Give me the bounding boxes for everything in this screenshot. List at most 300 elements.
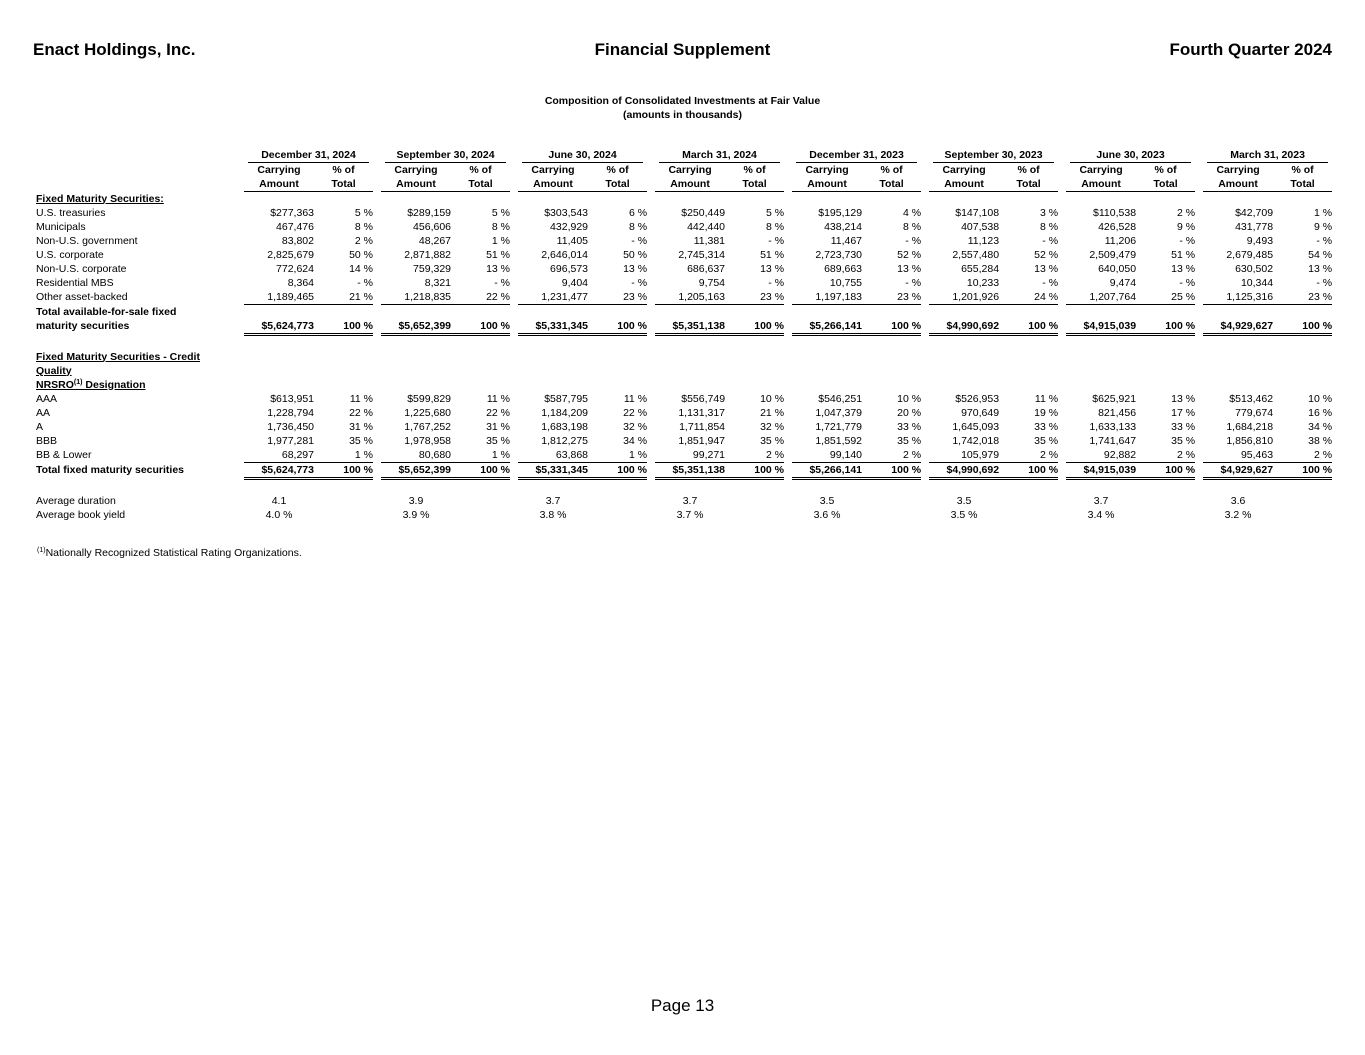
column-gap — [373, 406, 381, 420]
percent-of-total-cell: 100 % — [1136, 319, 1195, 335]
page-number: Page 13 — [650, 996, 715, 1015]
amount-column-header: Carrying — [394, 163, 438, 176]
percent-of-total-cell: 100 % — [588, 319, 647, 335]
carrying-amount-cell: 48,267 — [418, 234, 452, 247]
percent-of-total-cell: 17 % — [1171, 406, 1196, 419]
column-gap — [784, 392, 792, 406]
column-gap — [784, 248, 792, 262]
stats-row — [36, 508, 1332, 522]
stat-blank-cell — [588, 494, 647, 508]
document-title: Financial Supplement — [594, 40, 771, 59]
period-label: September 30, 2023 — [933, 149, 1054, 163]
column-gap — [1195, 262, 1203, 276]
carrying-amount-cell: 9,754 — [698, 276, 726, 289]
stats-row — [36, 494, 1332, 508]
column-gap — [1058, 434, 1066, 448]
carrying-amount-cell: 821,456 — [1098, 406, 1137, 419]
column-gap — [784, 206, 792, 220]
carrying-amount-cell: $5,331,345 — [518, 319, 588, 335]
column-gap — [647, 448, 655, 463]
percent-of-total-cell: - % — [631, 276, 648, 289]
carrying-amount-cell: $5,266,141 — [792, 463, 862, 479]
period-label: December 31, 2023 — [796, 149, 917, 163]
carrying-amount-cell: $556,749 — [681, 392, 726, 405]
column-gap — [1195, 163, 1203, 177]
carrying-amount-cell: $5,331,345 — [518, 463, 588, 479]
carrying-amount-cell: 11,123 — [967, 234, 1000, 247]
percent-of-total-cell: 2 % — [1136, 448, 1195, 463]
column-gap — [1195, 448, 1203, 463]
column-gap — [647, 508, 655, 522]
stat-value-cell: 3.5 % — [950, 508, 978, 521]
percent-of-total-cell: 11 % — [1034, 392, 1059, 405]
carrying-amount-cell: 95,463 — [1203, 448, 1273, 463]
column-gap — [921, 434, 929, 448]
stat-blank-cell — [1273, 508, 1332, 522]
percent-of-total-cell: 16 % — [1308, 406, 1333, 419]
stat-value-cell: 4.0 % — [265, 508, 293, 521]
column-gap — [921, 448, 929, 463]
stat-blank-cell — [725, 508, 784, 522]
carrying-amount-cell: 2,745,314 — [678, 248, 726, 261]
column-gap — [647, 463, 655, 479]
percent-of-total-cell: 13 % — [623, 262, 648, 275]
percent-of-total-cell: 3 % — [1039, 206, 1059, 219]
period-header — [929, 149, 1058, 163]
percent-of-total-cell: 38 % — [1308, 434, 1333, 447]
carrying-amount-cell: 1,207,764 — [1066, 290, 1136, 305]
column-gap — [373, 494, 381, 508]
row-label: BB & Lower — [36, 448, 92, 461]
column-gap — [510, 392, 518, 406]
column-gap — [1058, 406, 1066, 420]
percent-of-total-cell: 21 % — [314, 290, 373, 305]
column-gap — [784, 177, 792, 192]
designation-suffix: Designation — [82, 378, 146, 391]
carrying-amount-cell: 1,856,810 — [1226, 434, 1274, 447]
percent-column-header: Total — [588, 177, 647, 192]
carrying-amount-cell: 2,825,679 — [267, 248, 314, 261]
column-gap — [784, 448, 792, 463]
percent-of-total-cell: 9 % — [1313, 220, 1333, 233]
column-gap — [921, 463, 929, 479]
column-gap — [1058, 420, 1066, 434]
percent-of-total-cell: 24 % — [999, 290, 1058, 305]
percent-of-total-cell: 25 % — [1136, 290, 1195, 305]
amount-column-header: Amount — [1203, 177, 1273, 192]
percent-of-total-cell: 8 % — [1039, 220, 1059, 233]
column-gap — [784, 420, 792, 434]
column-gap — [373, 319, 381, 335]
carrying-amount-cell: 1,711,854 — [679, 420, 726, 433]
percent-of-total-cell: 1 % — [588, 448, 647, 463]
column-gap — [1195, 220, 1203, 234]
percent-of-total-cell: 11 % — [623, 392, 648, 405]
table-row — [36, 248, 1332, 262]
percent-of-total-cell: 2 % — [862, 448, 921, 463]
percent-of-total-cell: 22 % — [623, 406, 648, 419]
column-gap — [373, 220, 381, 234]
column-gap — [784, 149, 792, 163]
percent-of-total-cell: 13 % — [760, 262, 785, 275]
column-gap — [921, 392, 929, 406]
column-gap — [921, 276, 929, 290]
section2-heading-line2-text: Quality — [36, 364, 72, 377]
percent-column-header: Total — [999, 177, 1058, 192]
percent-of-total-cell: 31 % — [349, 420, 374, 433]
stat-value-cell: 3.9 % — [402, 508, 430, 521]
percent-of-total-cell: 13 % — [897, 262, 922, 275]
carrying-amount-cell: $613,951 — [270, 392, 314, 405]
percent-of-total-cell: 100 % — [314, 319, 373, 335]
stat-value-cell: 3.6 % — [813, 508, 841, 521]
percent-of-total-cell: 23 % — [588, 290, 647, 305]
table-row — [36, 262, 1332, 276]
column-gap — [647, 434, 655, 448]
column-gap — [1058, 290, 1066, 305]
percent-column-header: % of — [880, 163, 903, 176]
column-gap — [1195, 206, 1203, 220]
column-gap — [921, 494, 929, 508]
carrying-amount-cell: 1,851,947 — [678, 434, 726, 447]
carrying-amount-cell: 9,493 — [1246, 234, 1274, 247]
carrying-amount-cell: 1,633,133 — [1089, 420, 1137, 433]
carrying-amount-cell: 9,474 — [1109, 276, 1137, 289]
amount-column-header: Amount — [792, 177, 862, 192]
column-gap — [647, 494, 655, 508]
period-header — [655, 149, 784, 163]
percent-column-header: % of — [469, 163, 492, 176]
carrying-amount-cell: $4,990,692 — [929, 319, 999, 335]
percent-of-total-cell: 1 % — [451, 448, 510, 463]
percent-column-header: Total — [451, 177, 510, 192]
percent-of-total-cell: 34 % — [623, 434, 648, 447]
carrying-amount-cell: $513,462 — [1229, 392, 1274, 405]
table-row — [36, 448, 1332, 463]
percent-of-total-cell: 100 % — [451, 463, 510, 479]
amount-column-header: Carrying — [942, 163, 986, 176]
period-header — [381, 149, 510, 163]
row-label: A — [36, 420, 44, 433]
column-gap — [1058, 234, 1066, 248]
row-label: Non-U.S. corporate — [36, 262, 127, 275]
column-gap — [784, 494, 792, 508]
column-gap — [921, 420, 929, 434]
table-row — [36, 406, 1332, 420]
carrying-amount-cell: 1,231,477 — [518, 290, 588, 305]
carrying-amount-cell: $5,266,141 — [792, 319, 862, 335]
percent-of-total-cell: 100 % — [1136, 463, 1195, 479]
carrying-amount-cell: 456,606 — [413, 220, 452, 233]
carrying-amount-cell: 1,741,647 — [1089, 434, 1137, 447]
carrying-amount-cell: $4,915,039 — [1066, 319, 1136, 335]
column-gap — [784, 262, 792, 276]
table-row — [36, 290, 1332, 305]
percent-of-total-cell: 32 % — [760, 420, 785, 433]
carrying-amount-cell: 11,381 — [693, 234, 726, 247]
carrying-amount-cell: 1,125,316 — [1203, 290, 1273, 305]
amount-column-header: Amount — [655, 177, 725, 192]
column-gap — [647, 248, 655, 262]
column-gap — [1058, 262, 1066, 276]
column-gap — [1058, 163, 1066, 177]
carrying-amount-cell: 1,047,379 — [815, 406, 863, 419]
stat-blank-cell — [862, 508, 921, 522]
carrying-amount-cell: 1,812,275 — [541, 434, 589, 447]
column-gap — [510, 220, 518, 234]
column-gap — [373, 420, 381, 434]
footnote-text: Nationally Recognized Statistical Rating Organizations. — [45, 547, 302, 559]
stat-value-cell: 3.7 — [545, 494, 561, 507]
amount-column-header: Carrying — [257, 163, 301, 176]
column-gap — [647, 392, 655, 406]
carrying-amount-cell: 2,646,014 — [541, 248, 589, 261]
carrying-amount-cell: 689,663 — [824, 262, 863, 275]
column-gap — [1195, 420, 1203, 434]
column-gap — [647, 206, 655, 220]
period-label: September 30, 2024 — [385, 149, 506, 163]
stat-value-cell: 3.2 % — [1224, 508, 1252, 521]
percent-of-total-cell: 35 % — [760, 434, 785, 447]
stat-blank-cell — [999, 494, 1058, 508]
header-label-blank — [36, 177, 244, 192]
percent-of-total-cell: 22 % — [349, 406, 374, 419]
percent-of-total-cell: 50 % — [623, 248, 648, 261]
section2-heading-line1-text: Fixed Maturity Securities - Credit — [36, 350, 200, 363]
carrying-amount-cell: $5,351,138 — [655, 319, 725, 335]
stat-blank-cell — [1273, 494, 1332, 508]
column-gap — [647, 262, 655, 276]
carrying-amount-cell: $4,929,627 — [1203, 463, 1273, 479]
column-gap — [373, 434, 381, 448]
carrying-amount-cell: $4,990,692 — [929, 463, 999, 479]
percent-of-total-cell: 100 % — [588, 463, 647, 479]
column-gap — [647, 276, 655, 290]
column-gap — [921, 262, 929, 276]
percent-of-total-cell: 100 % — [862, 463, 921, 479]
column-gap — [1195, 494, 1203, 508]
column-gap — [1058, 448, 1066, 463]
percent-of-total-cell: 1 % — [314, 448, 373, 463]
percent-of-total-cell: - % — [768, 234, 785, 247]
percent-column-header: Total — [1136, 177, 1195, 192]
table-row — [36, 206, 1332, 220]
stat-blank-cell — [314, 508, 373, 522]
column-gap — [1058, 248, 1066, 262]
column-gap — [373, 163, 381, 177]
column-gap — [1058, 463, 1066, 479]
period-label: December 31, 2024 — [248, 149, 369, 163]
column-gap — [1195, 508, 1203, 522]
percent-of-total-cell: 21 % — [760, 406, 785, 419]
carrying-amount-cell: 1,736,450 — [267, 420, 314, 433]
column-gap — [921, 290, 929, 305]
column-gap — [1058, 177, 1066, 192]
percent-of-total-cell: 34 % — [1308, 420, 1333, 433]
carrying-amount-cell: $250,449 — [681, 206, 726, 219]
column-gap — [1195, 276, 1203, 290]
carrying-amount-cell: 1,978,958 — [404, 434, 452, 447]
carrying-amount-cell: 2,871,882 — [404, 248, 452, 261]
percent-of-total-cell: 35 % — [1034, 434, 1059, 447]
carrying-amount-cell: 432,929 — [550, 220, 589, 233]
carrying-amount-cell: 1,684,218 — [1226, 420, 1274, 433]
column-gap — [1195, 463, 1203, 479]
percent-column-header: % of — [743, 163, 766, 176]
column-gap — [373, 290, 381, 305]
row-label: Total fixed maturity securities — [36, 464, 185, 476]
carrying-amount-cell: 1,201,926 — [929, 290, 999, 305]
carrying-amount-cell: 11,467 — [830, 234, 863, 247]
carrying-amount-cell: 11,405 — [556, 234, 589, 247]
carrying-amount-cell: 431,778 — [1235, 220, 1274, 233]
percent-of-total-cell: 5 % — [765, 206, 785, 219]
percent-of-total-cell: 35 % — [897, 434, 922, 447]
company-name: Enact Holdings, Inc. — [33, 40, 196, 59]
row-label: U.S. treasuries — [36, 206, 106, 219]
percent-of-total-cell: - % — [1316, 234, 1333, 247]
column-gap — [1058, 508, 1066, 522]
column-gap — [921, 177, 929, 192]
column-gap — [510, 434, 518, 448]
column-gap — [784, 508, 792, 522]
column-gap — [1195, 177, 1203, 192]
carrying-amount-cell: 442,440 — [687, 220, 726, 233]
stat-blank-cell — [314, 494, 373, 508]
carrying-amount-cell: $5,351,138 — [655, 463, 725, 479]
percent-of-total-cell: - % — [357, 276, 374, 289]
percent-of-total-cell: 19 % — [1034, 406, 1059, 419]
carrying-amount-cell: 9,404 — [561, 276, 589, 289]
carrying-amount-cell: $110,538 — [1093, 206, 1137, 219]
amount-column-header: Amount — [1066, 177, 1136, 192]
report-title: Composition of Consolidated Investments at Fair Value — [544, 95, 821, 107]
stat-value-cell: 3.7 — [1093, 494, 1109, 507]
percent-of-total-cell: 100 % — [999, 319, 1058, 335]
carrying-amount-cell: $303,543 — [544, 206, 589, 219]
carrying-amount-cell: 105,979 — [929, 448, 999, 463]
percent-of-total-cell: 14 % — [349, 262, 374, 275]
carrying-amount-cell: 970,649 — [961, 406, 1000, 419]
carrying-amount-cell: 1,205,163 — [655, 290, 725, 305]
percent-of-total-cell: 20 % — [897, 406, 922, 419]
carrying-amount-cell: 467,476 — [276, 220, 314, 233]
section1-heading-text: Fixed Maturity Securities: — [36, 192, 164, 205]
period-header — [518, 149, 647, 163]
carrying-amount-cell: 1,645,093 — [952, 420, 1000, 433]
table-row — [36, 392, 1332, 406]
carrying-amount-cell: 1,218,835 — [381, 290, 451, 305]
stat-blank-cell — [451, 508, 510, 522]
column-gap — [647, 319, 655, 335]
column-gap — [510, 319, 518, 335]
designation-heading — [36, 378, 1332, 392]
carrying-amount-cell: $277,363 — [270, 206, 314, 219]
section1-total-row — [36, 319, 1332, 335]
column-gap — [510, 262, 518, 276]
amount-column-header: Carrying — [531, 163, 575, 176]
percent-of-total-cell: 10 % — [1308, 392, 1333, 405]
column-gap — [373, 262, 381, 276]
column-gap — [510, 163, 518, 177]
carrying-amount-cell: 640,050 — [1098, 262, 1137, 275]
column-gap — [510, 420, 518, 434]
percent-of-total-cell: 5 % — [491, 206, 511, 219]
stat-value-cell: 3.7 % — [676, 508, 704, 521]
column-gap — [1195, 290, 1203, 305]
percent-of-total-cell: 33 % — [1171, 420, 1196, 433]
period-header — [244, 149, 373, 163]
column-gap — [1058, 392, 1066, 406]
column-gap — [1195, 406, 1203, 420]
stat-value-cell: 3.8 % — [539, 508, 567, 521]
column-gap — [784, 290, 792, 305]
percent-of-total-cell: 13 % — [486, 262, 511, 275]
column-gap — [1195, 434, 1203, 448]
column-gap — [1058, 276, 1066, 290]
column-gap — [1058, 149, 1066, 163]
column-header-row-bottom — [36, 177, 1332, 192]
percent-of-total-cell: 8 % — [628, 220, 648, 233]
column-gap — [1195, 319, 1203, 335]
section1-total-label-line1-text: Total available-for-sale fixed — [36, 305, 177, 318]
section2-heading-line2 — [36, 364, 1332, 378]
percent-of-total-cell: 23 % — [1273, 290, 1332, 305]
column-gap — [784, 163, 792, 177]
section2-total-row — [36, 463, 1332, 479]
carrying-amount-cell: 11,206 — [1104, 234, 1137, 247]
row-label: Non-U.S. government — [36, 234, 138, 247]
amount-column-header: Amount — [381, 177, 451, 192]
column-gap — [373, 206, 381, 220]
carrying-amount-cell: 2,723,730 — [815, 248, 863, 261]
carrying-amount-cell: $4,915,039 — [1066, 463, 1136, 479]
spacer-cell — [36, 479, 1332, 495]
percent-of-total-cell: 33 % — [1034, 420, 1059, 433]
section2-heading-line1 — [36, 350, 1332, 364]
column-gap — [510, 276, 518, 290]
column-gap — [373, 248, 381, 262]
designation-footnote-marker: (1) — [73, 378, 83, 386]
spacer-row — [36, 479, 1332, 495]
column-gap — [373, 463, 381, 479]
percent-of-total-cell: 13 % — [1171, 262, 1196, 275]
carrying-amount-cell: 1,225,680 — [404, 406, 452, 419]
percent-of-total-cell: 100 % — [862, 319, 921, 335]
percent-of-total-cell: 31 % — [486, 420, 511, 433]
percent-of-total-cell: 35 % — [349, 434, 374, 447]
carrying-amount-cell: 1,683,198 — [541, 420, 589, 433]
carrying-amount-cell: 99,271 — [655, 448, 725, 463]
section1-heading — [36, 192, 1332, 207]
carrying-amount-cell: $5,652,399 — [381, 463, 451, 479]
period-header-row — [36, 149, 1332, 163]
percent-of-total-cell: - % — [1042, 234, 1059, 247]
period-label: June 30, 2024 — [522, 149, 643, 163]
carrying-amount-cell: 426,528 — [1098, 220, 1137, 233]
column-gap — [1195, 248, 1203, 262]
percent-of-total-cell: 11 % — [349, 392, 374, 405]
column-gap — [510, 206, 518, 220]
column-gap — [784, 463, 792, 479]
period-header — [792, 149, 921, 163]
percent-of-total-cell: 10 % — [897, 392, 922, 405]
percent-of-total-cell: 2 % — [354, 234, 374, 247]
column-gap — [921, 220, 929, 234]
table-row — [36, 220, 1332, 234]
percent-column-header: Total — [725, 177, 784, 192]
carrying-amount-cell: 1,228,794 — [267, 406, 314, 419]
